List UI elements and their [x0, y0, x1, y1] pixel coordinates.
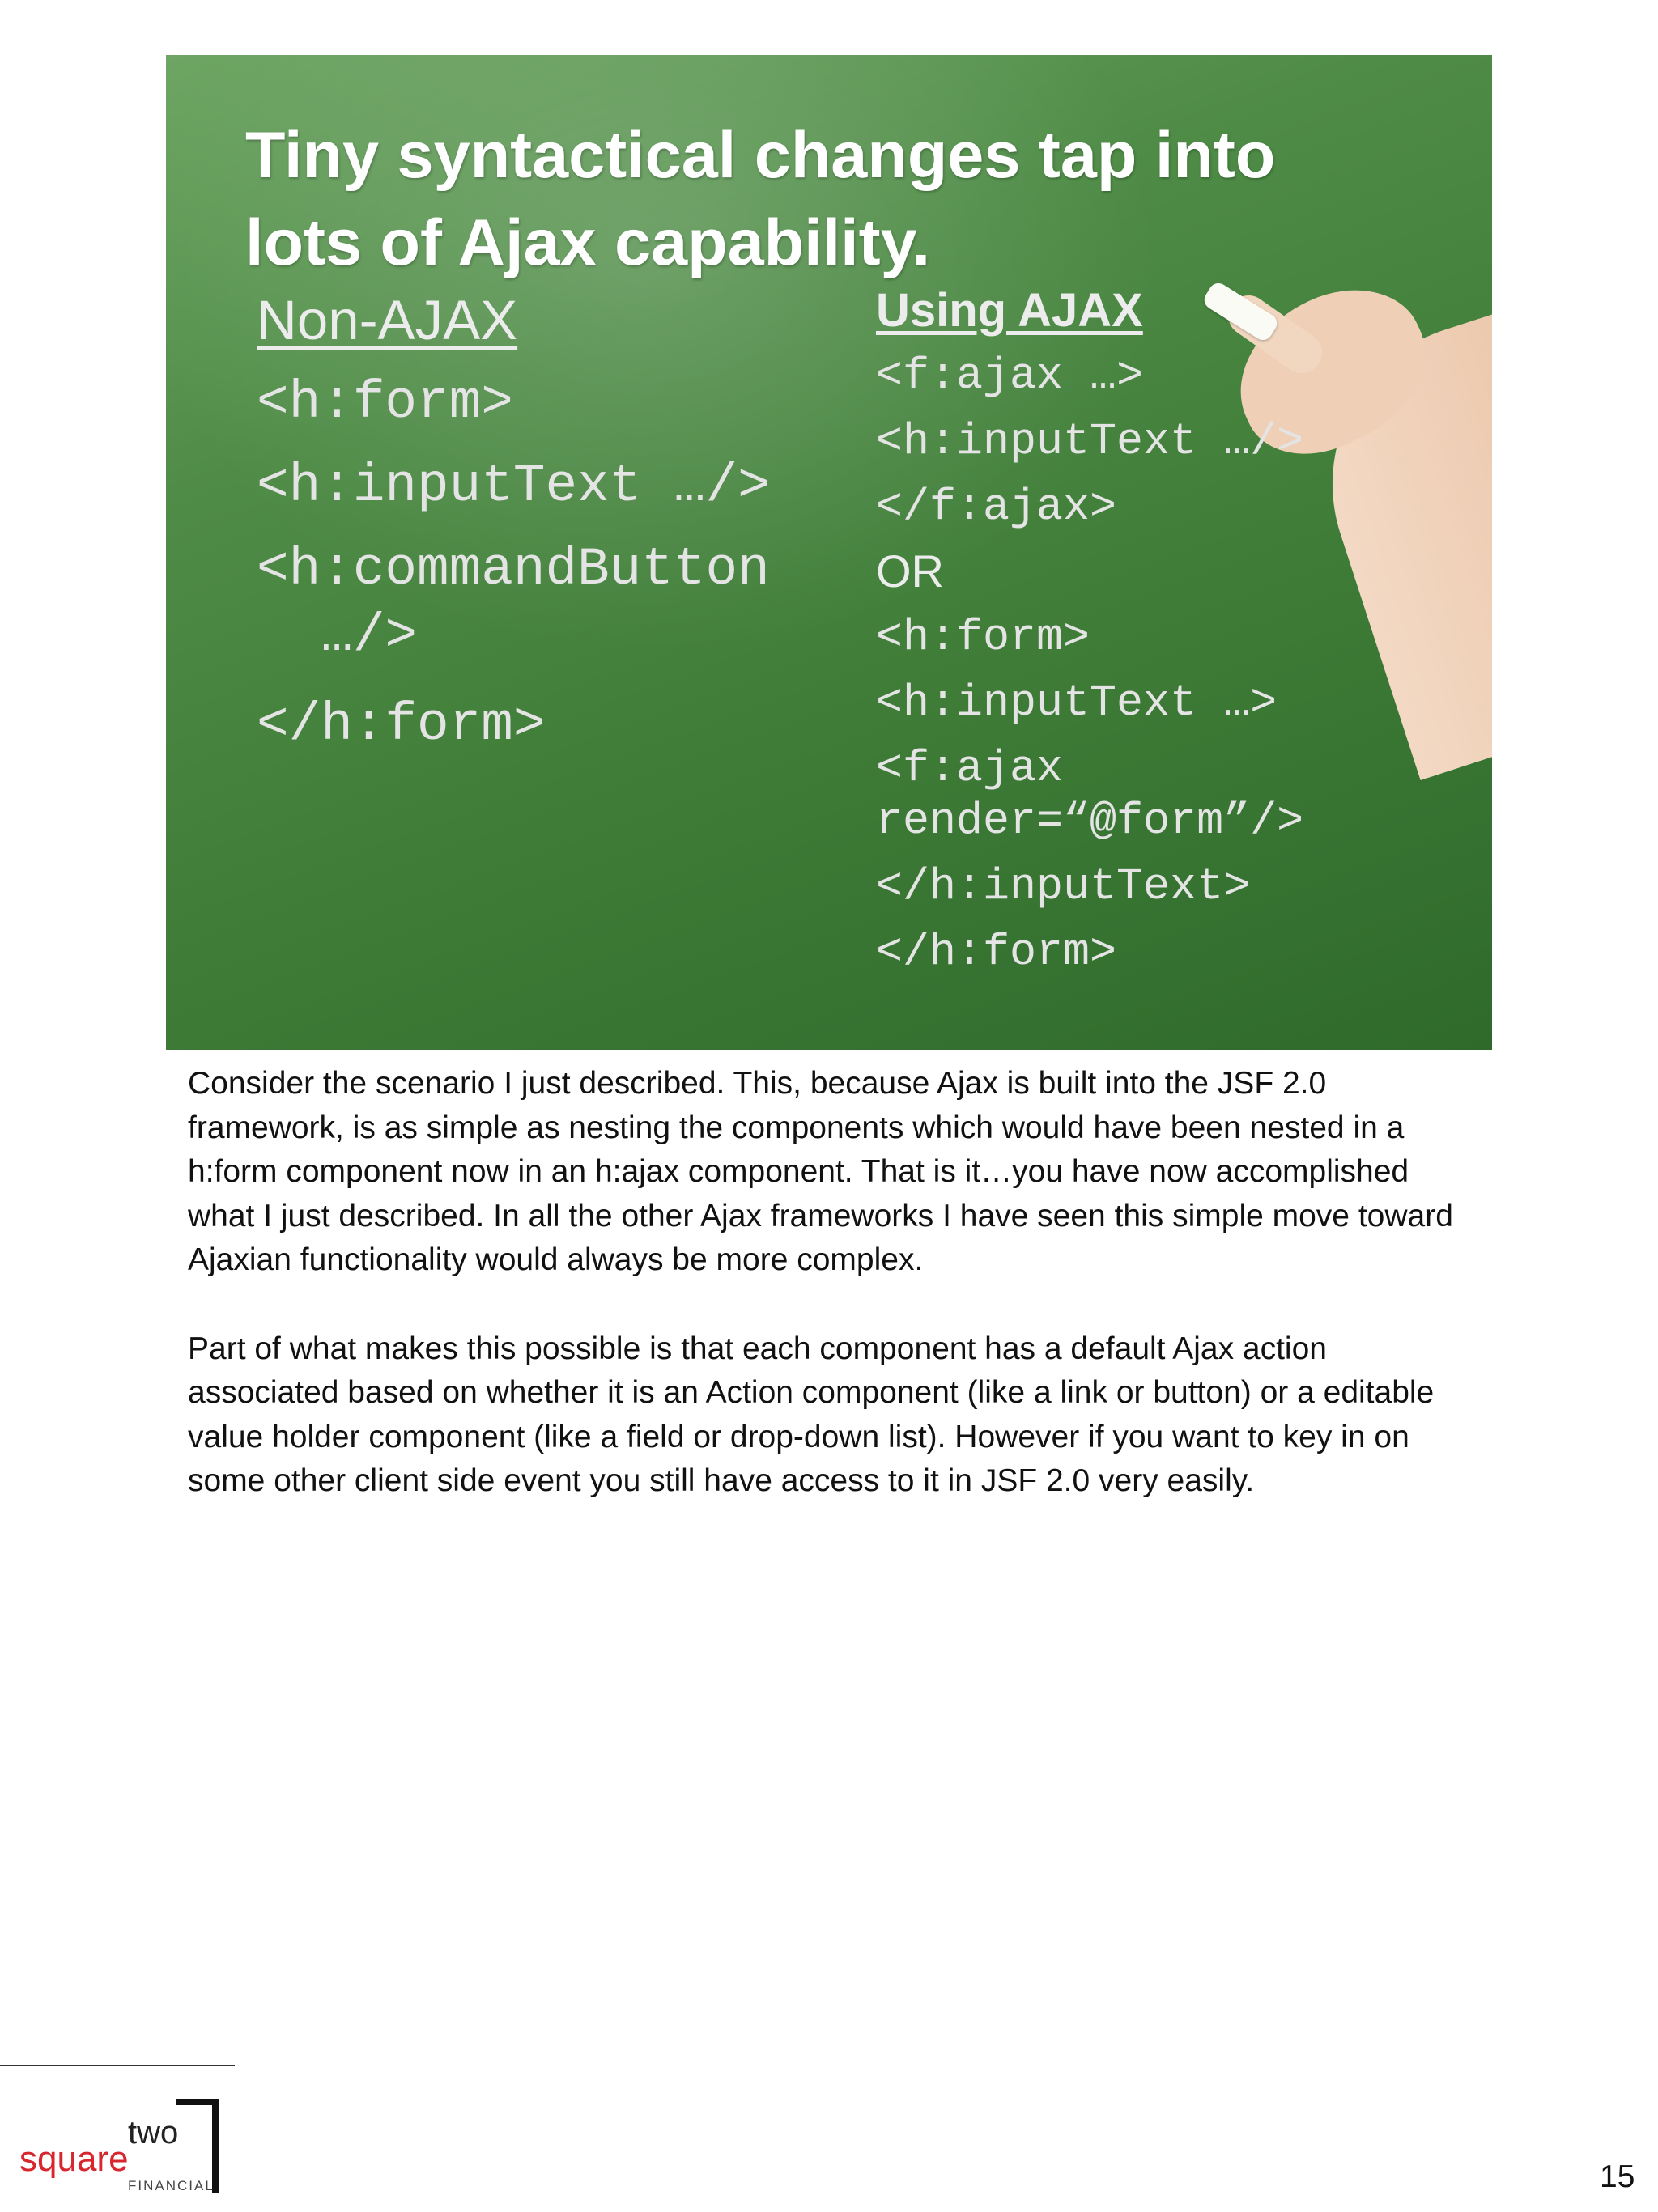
right-code-line: </f:ajax>: [876, 482, 1117, 533]
slide-title-line2: lots of Ajax capability.: [245, 206, 931, 279]
or-label: OR: [876, 546, 944, 597]
right-code-line: <h:form>: [876, 612, 1090, 663]
logo-square-text: square: [19, 2139, 129, 2179]
left-code-line: <h:inputText …/>: [257, 456, 770, 516]
notes-paragraph: Part of what makes this possible is that each component has a default Ajax action associated based on whether it is an Action component (like a link or button) or a editable value holder component (like a field or drop-down list). However if you want to key in on some other client side event you still have access to it in JSF 2.0 very easily.: [188, 1331, 1435, 1498]
right-code-line: </h:inputText>: [876, 861, 1251, 912]
page-number: 15: [1600, 2159, 1635, 2194]
non-ajax-heading: Non-AJAX: [257, 289, 518, 351]
right-code-line: </h:form>: [876, 927, 1117, 978]
speaker-notes: [188, 1062, 1483, 1548]
left-code-line: <h:commandButton: [257, 539, 770, 600]
notes-paragraph: Consider the scenario I just described. This, because Ajax is built into the JSF 2.0 framework, is as simple as nesting the components which would have been nested in a h:form component now in an h:ajax component. That is it…you have now accomplished what I just described. In all the other Ajax frameworks I have seen this simple move toward Ajaxian functionality would always be more complex.: [188, 1066, 1453, 1277]
logo-financial-text: FINANCIAL: [128, 2178, 215, 2193]
slide-title-line1: Tiny syntactical changes tap into: [245, 119, 1276, 192]
left-code-line: </h:form>: [257, 694, 546, 755]
company-logo: [0, 2065, 235, 2212]
left-code-line: <h:form>: [257, 372, 513, 433]
right-code-line: <h:inputText …/>: [876, 416, 1304, 467]
right-code-line: <h:inputText …>: [876, 677, 1278, 728]
using-ajax-heading: Using AJAX: [876, 284, 1143, 337]
logo-two-text: two: [128, 2115, 179, 2150]
left-code-line: …/>: [257, 605, 418, 666]
slide-image: [166, 55, 1492, 1050]
right-code-line: <f:ajax …>: [876, 350, 1144, 401]
right-code-line: render=“@form”/>: [876, 796, 1304, 847]
right-code-line: <f:ajax: [876, 743, 1064, 794]
slide-title: [245, 112, 1419, 287]
